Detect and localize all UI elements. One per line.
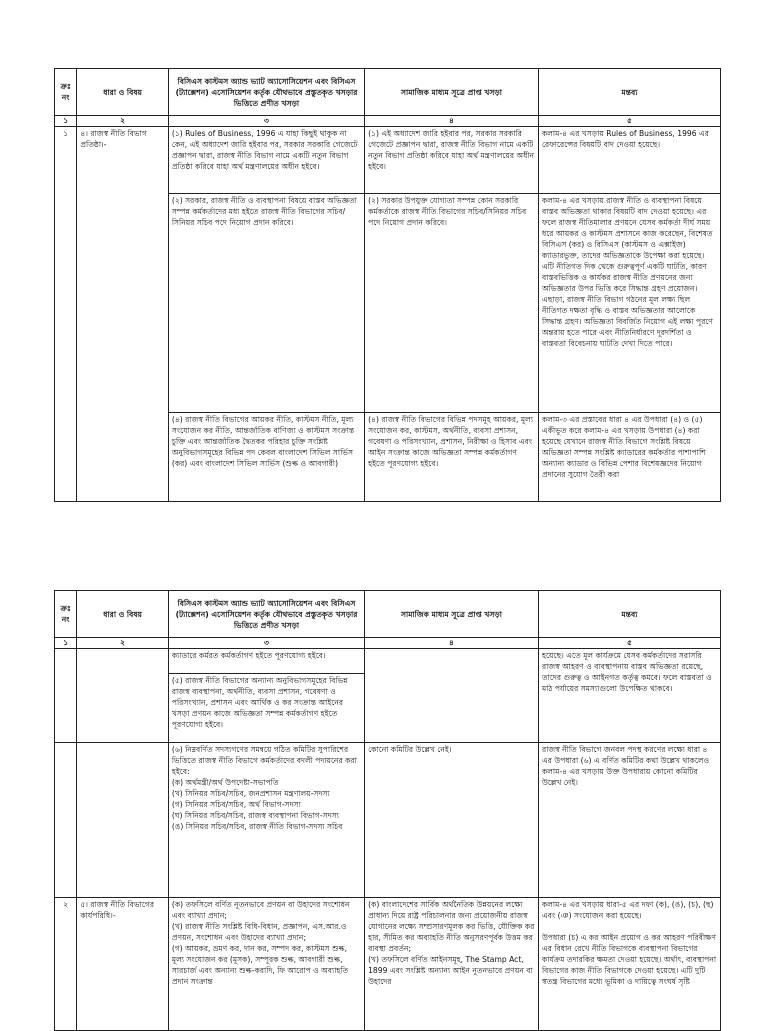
column-number-row — [55, 116, 721, 127]
column-number: ১ — [55, 116, 77, 127]
row-section: ৫। রাজস্ব নীতি বিভাগের কার্যপরিধি।- — [77, 898, 169, 1031]
cell-text: (৬) নিম্নবর্ণিত সদস্যগণের সমন্বয়ে গঠিত কমিটির সুপারিশের ভিত্তিতে রাজস্ব নীতি বিভাগে কর্মকর্তাদের বদলী পদায়নের করা হইবে: (ক) অর্থমন্ত্রী/অর্থ উপদেষ্টা-সভাপতি (খ) সিনিয়র সচিব/সচিব, জনপ্রশাসন মন্ত্রণালয়-সদস্য (গ) সিনিয়র সচিব/সচিব, অর্থ বিভাগ-সদস্য (ঘ) সিনিয়র সচিব/সচিব, রাজস্ব ব্যবস্থাপনা বিভাগ-সদস্য (ঙ) সিনিয়র সচিব/সচিব, রাজস্ব নীতি বিভাগ-সদস্য সচিব — [171, 745, 357, 831]
table-row — [55, 743, 721, 898]
column-number: ৩ — [168, 116, 364, 127]
row-section-empty — [77, 649, 169, 743]
cell-text: (৪) রাজস্ব নীতি বিভাগের আয়কর নীতি, কাস্টমস নীতি, মূল্য সংযোজন কর নীতি, আন্তর্জাতিক বাণিজ্য ও কাস্টমস সংক্রান্ত চুক্তি এবং আন্তর্জাতিক দ্বৈতকর পরিহার চুক্তি সংশ্লিষ্ট অনুবিভাগসমূহের বিভিন্ন পদ কেবল বাংলাদেশ সিভিল সার্ভিস (কর) এবং বাংলাদেশ সিভিল সার্ভিস (শুল্ক ও আবগারী) — [171, 415, 355, 468]
table-header-row — [55, 591, 721, 638]
header-section: ধারা ও বিষয় — [77, 69, 169, 116]
cell-draft-association — [168, 194, 364, 413]
row-section-empty — [77, 743, 169, 898]
cell-draft-association — [168, 127, 364, 194]
row-sl-empty — [55, 743, 77, 898]
cell-text: (৫) রাজস্ব নীতি বিভাগের অন্যান্য অনুবিভাগসমূহের বিভিন্ন রাজস্ব ব্যবস্থাপনা, অর্থনীতি, ব্যবসা প্রশাসন, গবেষণা ও পরিসংখ্যান, প্রশাসন এবং আর্থিক ও কর সংক্রান্ত আইনের খসড়া প্রণয়ন কাজে অভিজ্ঞতা সম্পন্ন কর্মকর্তাগণ হইতে পূরণযোগ্য হইবে। — [171, 676, 348, 729]
cell-draft-social — [365, 898, 539, 1031]
cell-text: (ক) বাংলাদেশের সার্বিক অর্থনৈতিক উন্নয়নের লক্ষ্যে প্রাধান্য দিয়ে রাষ্ট্র পরিচালনার জন্য প্রয়োজনীয় রাজস্ব যোগানের লক্ষ্যে সম্প্রসারণমূলক কর ভিত্তি, যৌক্তিক কর হার, সীমিত কর অব্যাহতি নীতি অনুসরণপূর্বক উত্তম কর ব্যবস্থা প্রবর্তন; (খ) তফসিলে বর্ণিত আইনসমূহ, The Stamp Act, 1899 এবং সংশ্লিষ্ট অন্যান্য আইন নূতনভাবে প্রণয়ন বা উহাদের — [368, 900, 535, 986]
column-number: ৫ — [538, 638, 720, 649]
comparison-table-2 — [54, 590, 721, 1031]
table-row — [55, 649, 721, 674]
row-sl-empty — [55, 649, 77, 743]
column-number: ৫ — [538, 116, 720, 127]
cell-text: কলাম-৪ এর খসড়ায় Rules of Business, 1996 এর রেফারেন্সের বিষয়টি বাদ দেওয়া হয়েছে। — [541, 129, 709, 149]
cell-remarks — [538, 413, 720, 502]
column-number: ১ — [55, 638, 77, 649]
cell-text: রাজস্ব নীতি বিভাগে জনবল পদস্থ করণের লক্ষ্যে ধারা ৪ এর উপধারা (৬) এ বর্ণিত কমিটির কথা উল্লেখ থাকলেও কলাম-৪ এর খসড়ায় উক্ত উপধারায় কোনো কমিটির উল্লেখ নেই। — [541, 745, 710, 787]
cell-text: (২) সরকার উপযুক্ত যোগ্যতা সম্পন্ন কোন সরকারি কর্মকর্তাকে রাজস্ব নীতি বিভাগের সচিব/সিনিয়র সচিব পদে নিয়োগ প্রদান করিবে। — [368, 196, 527, 227]
header-draft-social-media: সামাজিক মাধ্যম সূত্রে প্রাপ্ত খসড়া — [365, 69, 539, 116]
cell-draft-social — [365, 413, 539, 502]
header-sl: ক্রঃ নং — [55, 69, 77, 116]
cell-text: (৪) রাজস্ব নীতি বিভাগের বিভিন্ন পদসমূহ আয়কর, মূল্য সংযোজন কর, কাস্টমস, অর্থনীতি, ব্যবসা প্রশাসন, গবেষণা ও পরিসংখ্যান, প্রশাসন, নিরীক্ষা ও হিসাব এবং আইন সংক্রান্ত কাজে অভিজ্ঞতা সম্পন্ন কর্মকর্তাগণ হইতে পূরণযোগ্য হইবে। — [368, 415, 533, 468]
cell-text: কলাম-৩ এর প্রস্তাবের ধারা ৪ এর উপধারা (৪) ও (৫) একীভূত করে কলাম-৪ এর খসড়ায় উপধারা (৪) করা হয়েছে যেখানে রাজস্ব নীতি বিভাগে সংশ্লিষ্ট বিষয়ে অভিজ্ঞতা সম্পন্ন সংশ্লিষ্ট ক্যাডারের কর্মকর্তার পাশাপাশি অন্যান্য ক্যাডার ও বিভিন্ন পেশার বিশেষজ্ঞদের নিয়োগ প্রদানের সুযোগ তৈরী করা — [541, 415, 706, 479]
header-remarks: মন্তব্য — [538, 69, 720, 116]
header-draft-association: বিসিএস কাস্টমস অ্যান্ড ভ্যাট অ্যাসোসিয়েশন এবং বিসিএস (ট্যাক্সেশন) এসোসিয়েশন কর্তৃক যৌথভাবে প্রস্তুতকৃত খসড়ার ভিত্তিতে প্রণীত খসড়া — [168, 69, 364, 116]
cell-draft-social-empty — [365, 649, 539, 743]
cell-text: (২) সরকার, রাজস্ব নীতি ও ব্যবস্থাপনা বিষয়ে বাস্তব অভিজ্ঞতা সম্পন্ন কর্মকর্তাদের মধ্য হইতে রাজস্ব নীতি বিভাগের সচিব/সিনিয়র সচিব পদে নিয়োগ প্রদান করিবে। — [171, 196, 357, 227]
comparison-table-1 — [54, 68, 721, 502]
column-number: ২ — [77, 638, 169, 649]
cell-text: হয়েছে। এতে মূল কার্যক্রমে যেসব কর্মকর্তাদের সরাসরি রাজস্ব আহরণ ও ব্যবস্থাপনায় বাস্তব অভিজ্ঞতা রয়েছে, তাদের গুরুত্ব ও আইনগত কর্তৃত্ব কমবে। ফলে বাস্তবতা ও মাঠ পর্যায়ের সমস্যাগুলো উপেক্ষিত থাকবে। — [541, 651, 712, 693]
header-draft-association: বিসিএস কাস্টমস অ্যান্ড ভ্যাট অ্যাসোসিয়েশন এবং বিসিএস (ট্যাক্সেশন) এসোসিয়েশন কর্তৃক যৌথভাবে প্রস্তুতকৃত খসড়ার ভিত্তিতে প্রণীত খসড়া — [168, 591, 364, 638]
header-sl: ক্রঃ নং — [55, 591, 77, 638]
column-number: ২ — [77, 116, 169, 127]
cell-draft-association — [168, 743, 364, 898]
header-draft-social-media: সামাজিক মাধ্যম সূত্রে প্রাপ্ত খসড়া — [365, 591, 539, 638]
cell-text: (ক) তফসিলে বর্ণিত নূতনভাবে প্রণয়ন বা উহাদের সংশোধন এবং ব্যাখ্যা প্রদান; (খ) রাজস্ব নীতি সংশ্লিষ্ট বিধি-বিধান, প্রজ্ঞাপন, এস.আর.ও প্রণয়ন, সংশোধন এবং উহাদের ব্যাখ্যা প্রদান; (গ) আয়কর, ভ্রমণ কর, দান কর, সম্পদ কর, কাস্টমস শুল্ক, মূল্য সংযোজন কর (মূসক), সম্পূরক শুল্ক, আবগারী শুল্ক, সারচার্জ এবং অন্যান্য শুল্ক-করাদি, ফি আরোপ ও অব্যাহতি প্রদান সংক্রান্ত — [171, 900, 350, 986]
cell-draft-association — [168, 898, 364, 1031]
cell-remarks — [538, 649, 720, 743]
cell-draft-social — [365, 743, 539, 898]
cell-remarks — [538, 743, 720, 898]
cell-text: কলাম-৪ এর খসড়ায় ধারা-৫ এর দফা (ক), (ঙ), (চ), (ছ) এবং (ঞ) সংযোজন করা হয়েছে। উপধারা (চ) এ কর আইন প্রয়োগ ও কর আহরণ পরিবীক্ষণ এর বিধান রেখে নীতি বিভাগকে ব্যবস্থাপনা বিভাগের কার্যক্রম তদারকির ক্ষমতা দেওয়া হয়েছে। অর্থাৎ, ব্যবস্থাপনা বিভাগের কাজ নীতি বিভাগকে দেওয়া হয়েছে। এটি দুটি স্বতন্ত্র বিভাগের মধ্যে ভূমিকা ও দায়িত্বে সংঘর্ষ সৃষ্টি — [541, 900, 717, 986]
column-number: ৪ — [365, 116, 539, 127]
header-remarks: মন্তব্য — [538, 591, 720, 638]
column-number: ৩ — [168, 638, 364, 649]
column-number-row — [55, 638, 721, 649]
cell-draft-association — [168, 413, 364, 502]
column-number: ৪ — [365, 638, 539, 649]
cell-text: কলাম-৪ এর খসড়ায় রাজস্ব নীতি ও ব্যবস্থাপনা বিষয়ে বাস্তব অভিজ্ঞতা থাকার বিষয়টি বাদ দেওয়া হয়েছে। এর ফলে রাজস্ব নীতিমালার প্রণয়নে যেসব কর্মকর্তা দীর্ঘ সময় ধরে আয়কর ও কাস্টমস প্রশাসনে কাজ করেছেন, বিশেষত বিসিএস (কর) ও বিসিএস (কাস্টমস ও এক্সাইজ) ক্যাডারভুক্ত, তাদের অভিজ্ঞতাকে উপেক্ষা করা হয়েছে। এটি নীতিগত দিক থেকে গুরুত্বপূর্ণ একটি ঘাটতি, কারণ বাস্তবভিত্তিক ও কার্যকর রাজস্ব নীতি প্রণয়নের জন্য অভিজ্ঞতার উপর ভিত্তি করে সিদ্ধান্ত গ্রহণ প্রয়োজন। এছাড়া, রাজস্ব নীতি বিভাগ গঠনের মূল লক্ষ্য ছিল নীতিগত দক্ষতা বৃদ্ধি ও বাস্তব অভিজ্ঞতার আলোকে সিদ্ধান্ত গ্রহণ। অভিজ্ঞতা বিবর্জিত নিয়োগ এই লক্ষ্য পূরণে অন্তরায় হতে পারে এবং নীতিনির্ধারণে দূরদর্শিতা ও বাস্তবতা বিবেচনায় ঘাটতি দেখা দিতে পারে। — [541, 196, 714, 348]
row-sl: ১ — [55, 127, 77, 502]
cell-text: (১) এই অধ্যাদেশ জারি হইবার পর, সরকার সরকারি গেজেটে প্রজ্ঞাপন দ্বারা, রাজস্ব নীতি বিভাগ নামে একটি নতুন বিভাগ প্রতিষ্ঠা করিবে যাহা অর্থ মন্ত্রণালয়ের অধীন হইবে। — [368, 129, 535, 171]
cell-draft-social — [365, 194, 539, 413]
cell-text: ক্যাডারে কর্মরত কর্মকর্তাগণ হইতে পূরণযোগ্য হইবে। — [171, 651, 326, 660]
table-header-row — [55, 69, 721, 116]
header-section: ধারা ও বিষয় — [77, 591, 169, 638]
row-section: ৪। রাজস্ব নীতি বিভাগ প্রতিষ্ঠা।- — [77, 127, 169, 502]
cell-text: (১) Rules of Business, 1996 এ যাহা কিছুই থাকুক না কেন, এই অধ্যাদেশ জারি হইবার পর, সরকার সরকারি গেজেটে প্রজ্ঞাপন দ্বারা, রাজস্ব নীতি বিভাগ নামে একটি নতুন বিভাগ প্রতিষ্ঠা করিবে যাহা অর্থ মন্ত্রণালয়ের অধীন হইবে। — [171, 129, 358, 171]
cell-draft-association — [168, 674, 364, 743]
cell-draft-social — [365, 127, 539, 194]
cell-remarks — [538, 898, 720, 1031]
row-sl: ২ — [55, 898, 77, 1031]
cell-text: কোনো কমিটির উল্লেখ নেই। — [368, 745, 452, 754]
cell-remarks — [538, 194, 720, 413]
table-row — [55, 127, 721, 194]
table-row — [55, 898, 721, 1031]
cell-remarks — [538, 127, 720, 194]
cell-draft-association — [168, 649, 364, 674]
